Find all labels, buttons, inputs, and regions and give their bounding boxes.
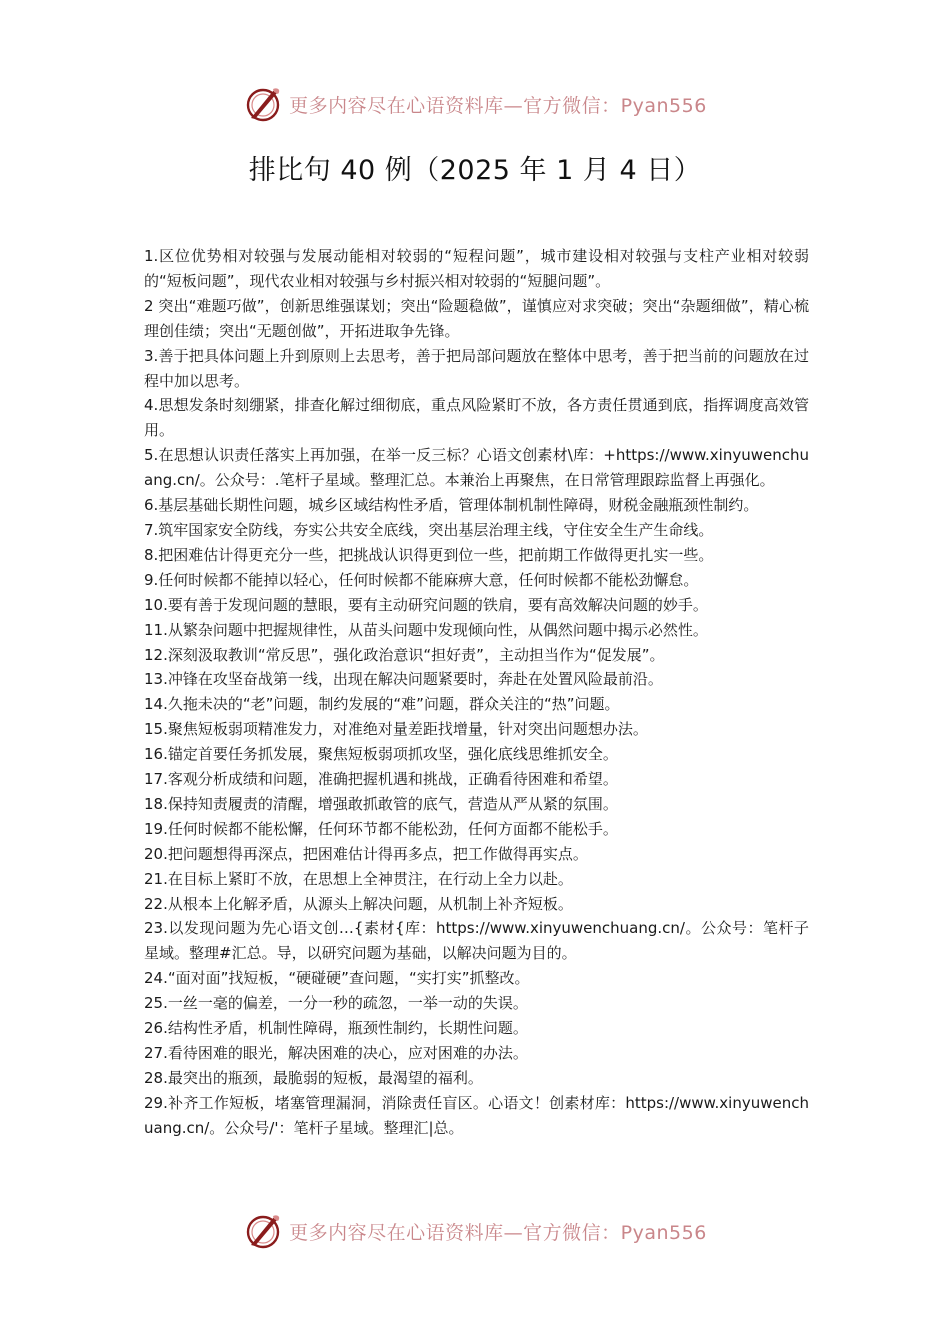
list-item: 27.看待困难的眼光，解决困难的决心，应对困难的办法。 [144, 1044, 528, 1062]
list-item: 22.从根本上化解矛盾，从源头上解决问题，从机制上补齐短板。 [144, 894, 573, 913]
list-item: 23.以发现问题为先心语文创…{素材{库：https://www.xinyuwenchuang.cn/。公众号：笔杆子星域。整理#汇总。导，以研究问题为基础，以解决问题为目的。 [144, 919, 809, 963]
list-item: 17.客观分析成绩和问题，准确把握机遇和挑战，正确看待困难和希望。 [144, 770, 618, 789]
list-item: 5.在思想认识责任落实上再加强，在举一反三标？心语文创素材\库：+https://www.xinyuwenchuang.cn/。公众号：.笔杆子星域。整理汇总。本兼治上再聚焦，在日常管理跟踪监督上再强化。 [144, 446, 809, 490]
list-item: 12.深刻汲取教训“常反思”，强化政治意识“担好责”，主动担当作为“促发展”。 [144, 645, 665, 664]
footer-banner-text: 更多内容尽在心语资料库—官方微信：Pyan556 [289, 1221, 707, 1244]
list-item: 26.结构性矛盾，机制性障碍，瓶颈性制约，长期性问题。 [144, 1019, 528, 1038]
list-item: 14.久拖未决的“老”问题，制约发展的“难”问题，群众关注的“热”问题。 [144, 695, 620, 714]
list-item: 20.把问题想得再深点，把困难估计得再多点，把工作做得再实点。 [144, 844, 588, 863]
list-item: 19.任何时候都不能松懈，任何环节都不能松劲，任何方面都不能松手。 [144, 819, 618, 838]
list-item: 25.一丝一毫的偏差，一分一秒的疏忽，一举一动的失误。 [144, 994, 528, 1013]
document-body [144, 244, 809, 1141]
list-item: 10.要有善于发现问题的慧眼，要有主动研究问题的铁肩，要有高效解决问题的妙手。 [144, 595, 708, 614]
quill-pen-logo-icon [243, 84, 283, 124]
list-item: 21.在目标上紧盯不放，在思想上全神贯注，在行动上全力以赴。 [144, 869, 573, 888]
list-item: 24.“面对面”找短板，“硬碰硬”查问题，“实打实”抓整改。 [144, 969, 530, 988]
header-banner-text: 更多内容尽在心语资料库—官方微信：Pyan556 [289, 94, 707, 117]
wechat-id: Pyan556 [620, 94, 707, 117]
list-item: 9.任何时候都不能掉以轻心，任何时候都不能麻痹大意，任何时候都不能松劲懈怠。 [144, 570, 699, 589]
footer-banner [0, 1209, 950, 1253]
list-item: 6.基层基础长期性问题，城乡区域结构性矛盾，管理体制机制性障碍，财税金融瓶颈性制约。 [144, 496, 759, 515]
list-item: 8.把困难估计得更充分一些，把挑战认识得更到位一些，把前期工作做得更扎实一些。 [144, 545, 714, 564]
list-item: 18.保持知责履责的清醒，增强敢抓敢管的底气，营造从严从紧的氛围。 [144, 794, 618, 813]
list-item: 29.补齐工作短板，堵塞管理漏洞，消除责任盲区。心语文！创素材库：https://www.xinyuwenchuang.cn/。公众号/'：笔杆子星域。整理汇|总。 [144, 1093, 809, 1137]
list-item: 15.聚焦短板弱项精准发力，对准绝对量差距找增量，针对突出问题想办法。 [144, 720, 648, 739]
list-item: 16.锚定首要任务抓发展，聚焦短板弱项抓攻坚，强化底线思维抓安全。 [144, 745, 618, 764]
list-item: 1.区位优势相对较强与发展动能相对较弱的“短程问题”，城市建设相对较强与支柱产业相对较弱的“短板问题”，现代农业相对较强与乡村振兴相对较弱的“短腿问题”。 [144, 247, 809, 290]
wechat-id: Pyan556 [620, 1221, 707, 1244]
list-item: 4.思想发条时刻绷紧，排查化解过细彻底，重点风险紧盯不放，各方责任贯通到底，指挥调度高效管用。 [144, 396, 809, 440]
list-item: 11.从繁杂问题中把握规律性，从苗头问题中发现倾向性，从偶然问题中揭示必然性。 [144, 620, 708, 639]
quill-pen-logo-icon [243, 1211, 283, 1251]
list-item: 7.筑牢国家安全防线，夯实公共安全底线，突出基层治理主线，守住安全生产生命线。 [144, 520, 714, 539]
list-item: 3.善于把具体问题上升到原则上去思考，善于把局部问题放在整体中思考，善于把当前的问题放在过程中加以思考。 [144, 346, 809, 390]
list-item: 28.最突出的瓶颈，最脆弱的短板，最渴望的福利。 [144, 1068, 483, 1087]
list-item: 2 突出“难题巧做”，创新思维强谋划；突出“险题稳做”，谨慎应对求突破；突出“杂题细做”，精心梳理创佳绩；突出“无题创做”，开拓进取争先锋。 [144, 296, 809, 340]
header-banner [0, 82, 950, 126]
list-item: 13.冲锋在攻坚奋战第一线，出现在解决问题紧要时，奔赴在处置风险最前沿。 [144, 670, 663, 689]
page-title: 排比句 40 例（2025 年 1 月 4 日） [248, 155, 702, 186]
